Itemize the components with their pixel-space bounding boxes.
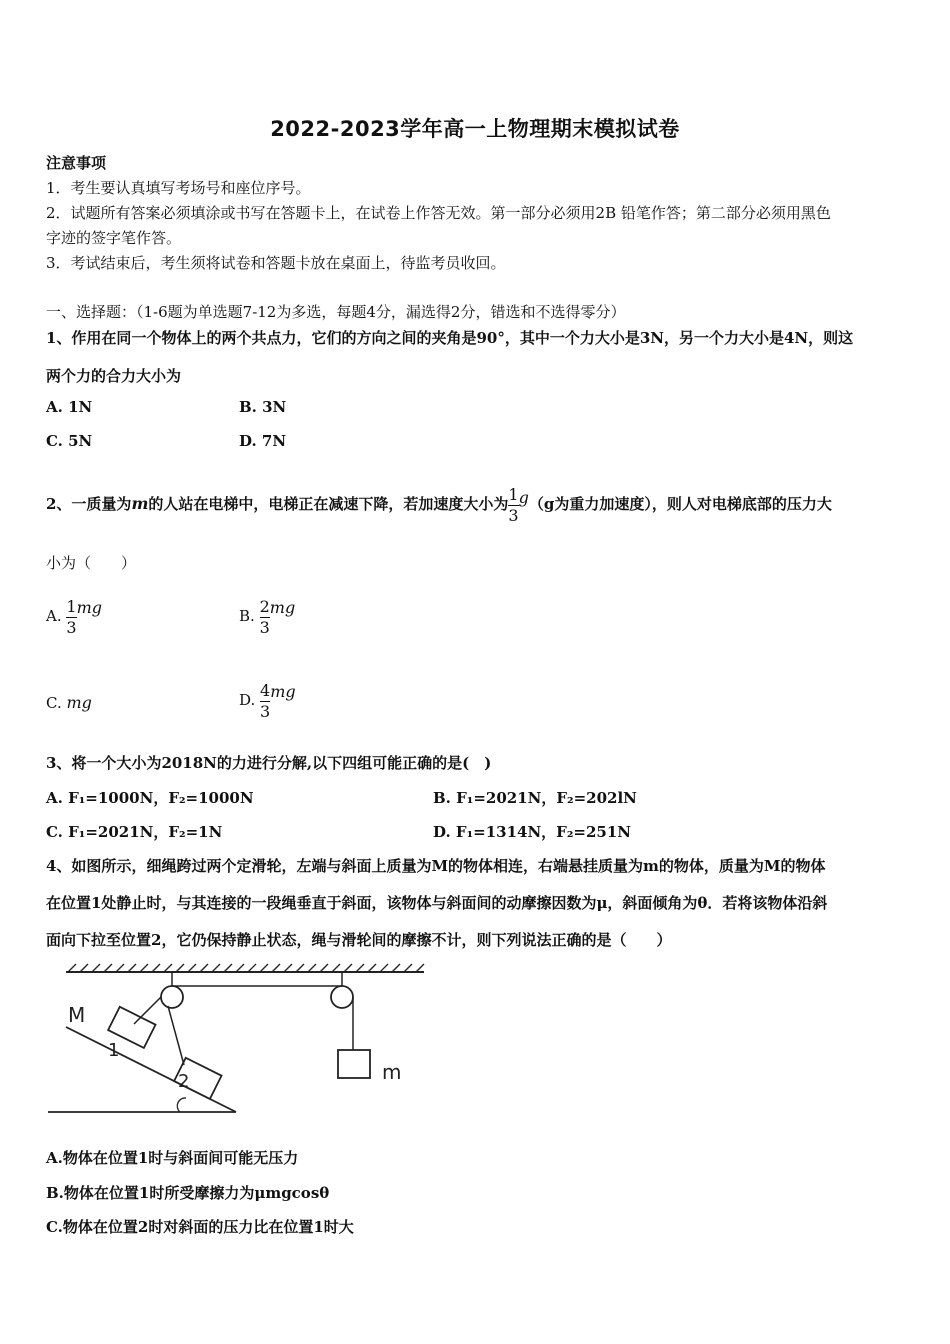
option-fraction <box>260 680 271 721</box>
q1-option-a: A. 1N <box>46 398 93 416</box>
q3-option-d: D. F₁=1314N，F₂=251N <box>433 823 631 841</box>
q2-stem-post: （g为重力加速度），则人对电梯底部的压力大 <box>528 495 832 513</box>
q1-stem: 1、作用在同一个物体上的两个共点力，它们的方向之间的夹角是90°，其中一个力大小是3N，另一个力大小是4N，则这 <box>46 329 854 347</box>
fraction-denominator: 3 <box>260 701 271 721</box>
notice-item: 字迹的签字笔作答。 <box>46 229 182 247</box>
fraction-numerator: 1 <box>66 596 77 616</box>
q2-var-m: m <box>131 494 149 513</box>
option-label: C. <box>46 694 62 712</box>
q1-option-c: C. 5N <box>46 432 93 450</box>
option-var: mg <box>270 682 296 701</box>
q4-stem-cont: 在位置1处静止时，与其连接的一段绳垂直于斜面，该物体与斜面间的动摩擦因数为μ，斜面倾角为θ．若将该物体沿斜 <box>46 894 828 912</box>
q1-stem-cont: 两个力的合力大小为 <box>46 367 182 385</box>
q4-stem-cont: 面向下拉至位置2，它仍保持静止状态，绳与滑轮间的摩擦不计，则下列说法正确的是（ ） <box>46 931 672 949</box>
notice-item: 2．试题所有答案必须填涂或书写在答题卡上，在试卷上作答无效。第一部分必须用2B 铅笔作答；第二部分必须用黑色 <box>46 204 831 222</box>
notice-heading: 注意事项 <box>46 154 107 172</box>
q3-option-b: B. F₁=2021N，F₂=202lN <box>433 789 637 807</box>
option-label: A. <box>46 607 62 625</box>
q3-option-c: C. F₁=2021N，F₂=1N <box>46 823 223 841</box>
q2-option-c <box>46 693 92 712</box>
fraction-numerator: 1 <box>508 484 519 504</box>
q4-option-c: C.物体在位置2时对斜面的压力比在位置1时大 <box>46 1218 354 1236</box>
q1-option-d: D. 7N <box>239 432 287 450</box>
q2-fraction <box>508 484 519 525</box>
section-heading: 一、选择题：（1-6题为单选题7-12为多选，每题4分，漏选得2分，错选和不选得零分） <box>46 303 626 321</box>
option-var: mg <box>76 598 102 617</box>
pulley-incline-figure <box>46 962 432 1124</box>
fraction-denominator: 3 <box>259 617 270 637</box>
q2-stem-mid: 的人站在电梯中，电梯正在减速下降，若加速度大小为 <box>148 495 509 513</box>
q2-option-b <box>239 586 295 638</box>
option-var: mg <box>269 598 296 617</box>
notice-item: 1．考生要认真填写考场号和座位序号。 <box>46 179 311 197</box>
q2-stem-pre: 2、一质量为 <box>46 495 132 513</box>
option-fraction <box>66 596 77 637</box>
fraction-numerator: 4 <box>260 680 271 700</box>
q2-option-a <box>46 586 102 638</box>
q2-stem <box>46 468 832 534</box>
q3-stem: 3、将一个大小为2018N的力进行分解,以下四组可能正确的是( ) <box>46 754 492 772</box>
left-pulley-icon <box>161 986 183 1008</box>
q2-option-d <box>239 670 296 722</box>
fraction-numerator: 2 <box>259 596 270 616</box>
q2-var-g: g <box>518 488 529 507</box>
fraction-denominator: 3 <box>508 505 519 525</box>
option-fraction <box>259 596 270 637</box>
label-position-2: 2 <box>178 1071 190 1092</box>
q4-stem: 4、如图所示，细绳跨过两个定滑轮，左端与斜面上质量为M的物体相连，右端悬挂质量为m的物体，质量为M的物体 <box>46 857 826 875</box>
q3-option-a: A. F₁=1000N，F₂=1000N <box>46 789 254 807</box>
q4-option-a: A.物体在位置1时与斜面间可能无压力 <box>46 1149 299 1167</box>
q2-stem-cont: 小为（ ） <box>46 554 137 572</box>
option-var: mg <box>66 693 92 712</box>
q1-option-b: B. 3N <box>239 398 287 416</box>
exam-title: 2022-2023学年高一上物理期末模拟试卷 <box>270 117 680 141</box>
label-m: m <box>382 1060 402 1084</box>
hanging-mass-block <box>338 1050 370 1078</box>
fraction-denominator: 3 <box>66 617 77 637</box>
q4-option-b: B.物体在位置1时所受摩擦力为μmgcosθ <box>46 1184 330 1202</box>
label-position-1: 1 <box>108 1040 120 1061</box>
option-label: D. <box>239 691 256 709</box>
notice-item: 3．考试结束后，考生须将试卷和答题卡放在桌面上，待监考员收回。 <box>46 254 506 272</box>
label-M: M <box>68 1003 86 1027</box>
option-label: B. <box>239 607 255 625</box>
ceiling-hatching <box>68 964 424 972</box>
right-pulley-icon <box>331 986 353 1008</box>
